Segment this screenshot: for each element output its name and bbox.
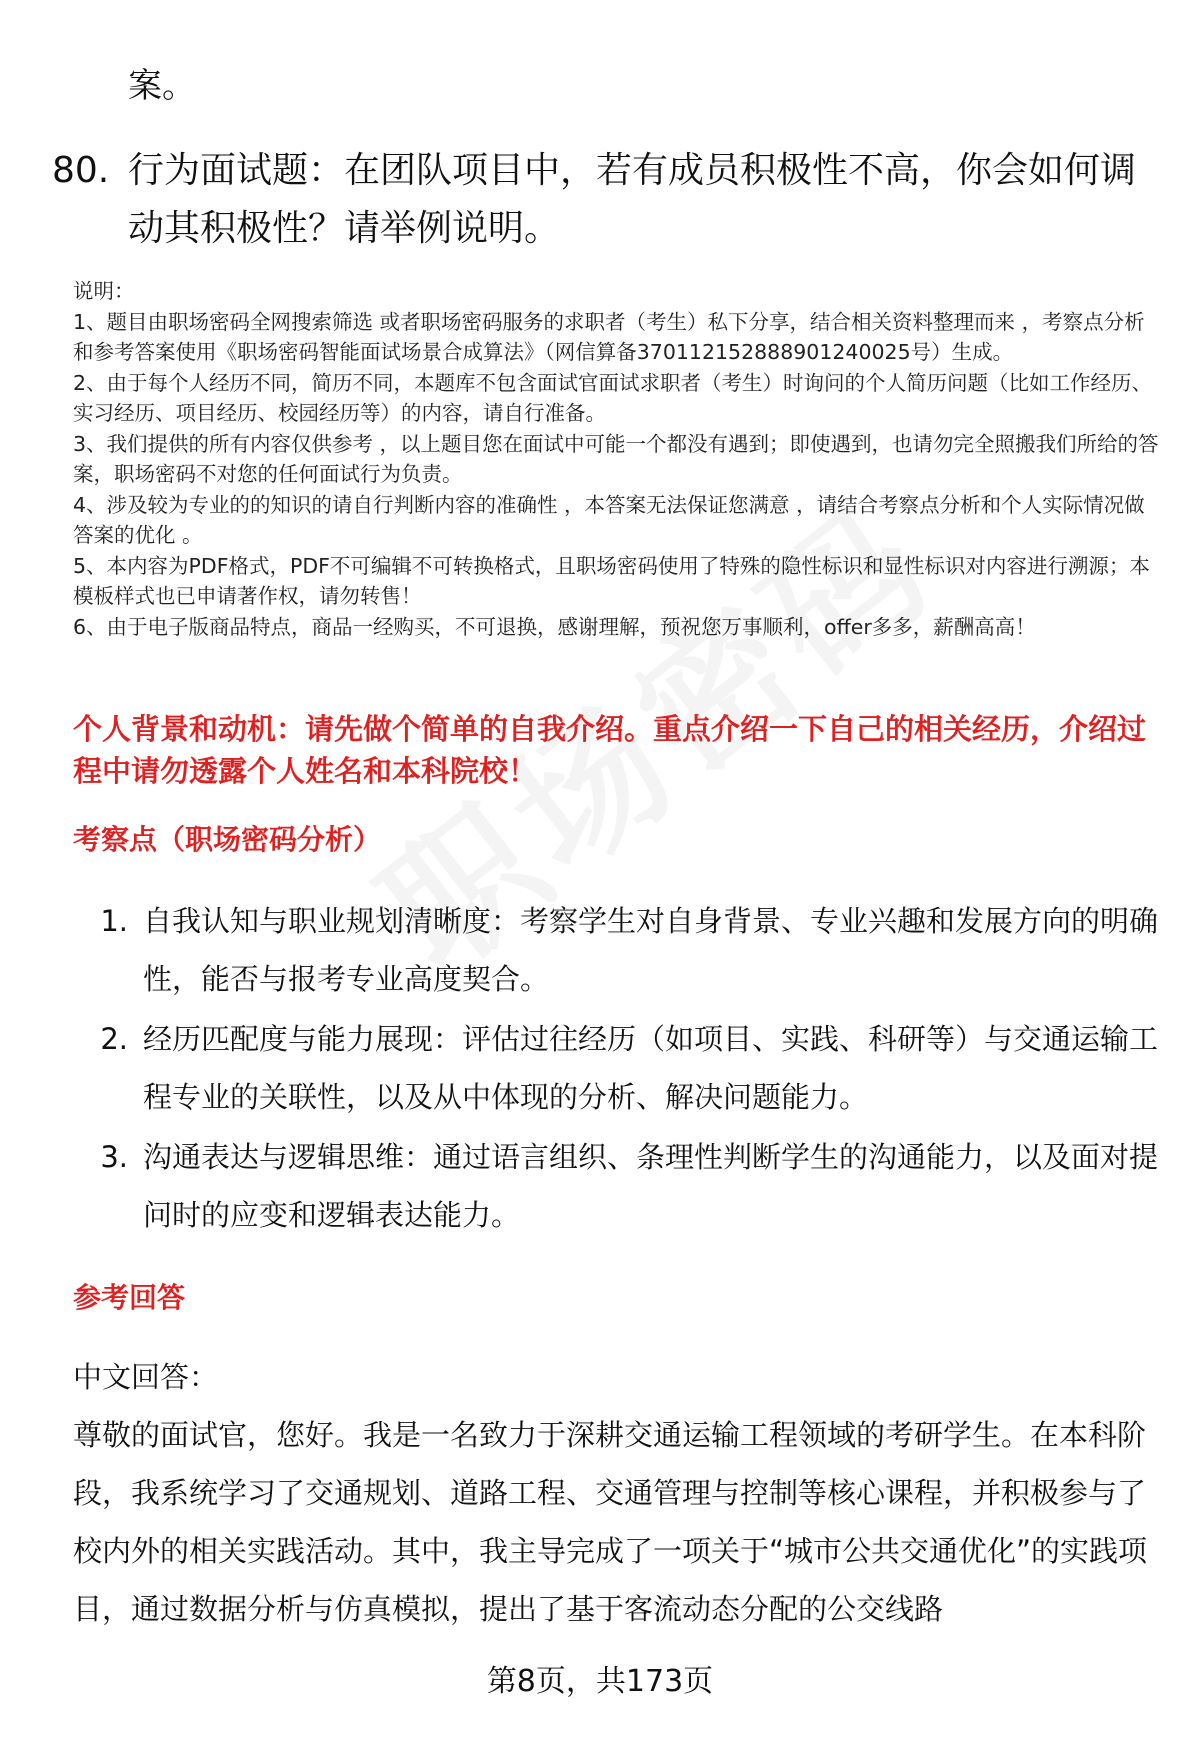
note-item: 6、由于电子版商品特点，商品一经购买，不可退换，感谢理解，预祝您万事顺利，offer多多，薪酬高高！ <box>73 614 1036 639</box>
note-item: 1、题目由职场密码全网搜索筛选 或者职场密码服务的求职者（考生）私下分享，结合相关资料整理而来 ，考察点分析和参考答案使用《职场密码智能面试场景合成算法》（网信算备370112152888901240025号）生成。 <box>73 309 1145 364</box>
note-item: 2、由于每个人经历不同，简历不同，本题库不包含面试官面试求职者（考生）时询问的个人简历问题（比如工作经历、实习经历、项目经历、校园经历等）的内容，请自行准备。 <box>73 370 1153 425</box>
key-points-list <box>73 892 1163 1246</box>
question-80 <box>52 142 1162 258</box>
key-point-number: 2. <box>100 1022 128 1056</box>
question-text: 行为面试题：在团队项目中，若有成员积极性不高，你会如何调动其积极性？请举例说明。 <box>128 150 1137 249</box>
answer-label: 中文回答： <box>73 1360 219 1394</box>
carry-over-text: 案。 <box>128 66 196 106</box>
key-point-item <box>73 1128 1163 1244</box>
key-point-number: 3. <box>100 1140 128 1174</box>
background-heading: 个人背景和动机：请先做个简单的自我介绍。重点介绍一下自己的相关经历，介绍过程中请勿透露个人姓名和本科院校！ <box>73 712 1147 788</box>
key-point-text: 沟通表达与逻辑思维：通过语言组织、条理性判断学生的沟通能力，以及面对提问时的应变和逻辑表达能力。 <box>143 1140 1159 1232</box>
page-footer: 第8页，共173页 <box>486 1664 714 1699</box>
note-item: 4、涉及较为专业的的知识的请自行判断内容的准确性 ，本答案无法保证您满意 ，请结合考察点分析和个人实际情况做答案的优化 。 <box>73 492 1145 547</box>
key-point-item <box>73 1010 1163 1126</box>
key-point-item <box>73 892 1163 1008</box>
key-point-number: 1. <box>100 904 128 938</box>
question-number: 80. <box>52 150 110 191</box>
answer-section <box>73 1348 1163 1638</box>
note-item: 5、本内容为PDF格式，PDF不可编辑不可转换格式，且职场密码使用了特殊的隐性标识和显性标识对内容进行溯源；本模板样式也已申请著作权，请勿转售！ <box>73 553 1150 608</box>
notes-title: 说明： <box>73 279 135 303</box>
answer-body: 尊敬的面试官，您好。我是一名致力于深耕交通运输工程领域的考研学生。在本科阶段，我系统学习了交通规划、道路工程、交通管理与控制等核心课程，并积极参与了校内外的相关实践活动。其中，我主导完成了一项关于“城市公共交通优化”的实践项目，通过数据分析与仿真模拟，提出了基于客流动态分配的公交线路 <box>73 1418 1148 1626</box>
notes-section <box>73 276 1163 642</box>
reference-heading: 参考回答 <box>73 1281 186 1314</box>
note-item: 3、我们提供的所有内容仅供参考 ，以上题目您在面试中可能一个都没有遇到；即使遇到，也请勿完全照搬我们所给的答案，职场密码不对您的任何面试行为负责。 <box>73 431 1159 486</box>
key-point-text: 经历匹配度与能力展现：评估过往经历（如项目、实践、科研等）与交通运输工程专业的关联性，以及从中体现的分析、解决问题能力。 <box>143 1022 1159 1114</box>
key-points-heading: 考察点（职场密码分析） <box>73 823 382 856</box>
key-point-text: 自我认知与职业规划清晰度：考察学生对自身背景、专业兴趣和发展方向的明确性，能否与报考专业高度契合。 <box>143 904 1159 996</box>
